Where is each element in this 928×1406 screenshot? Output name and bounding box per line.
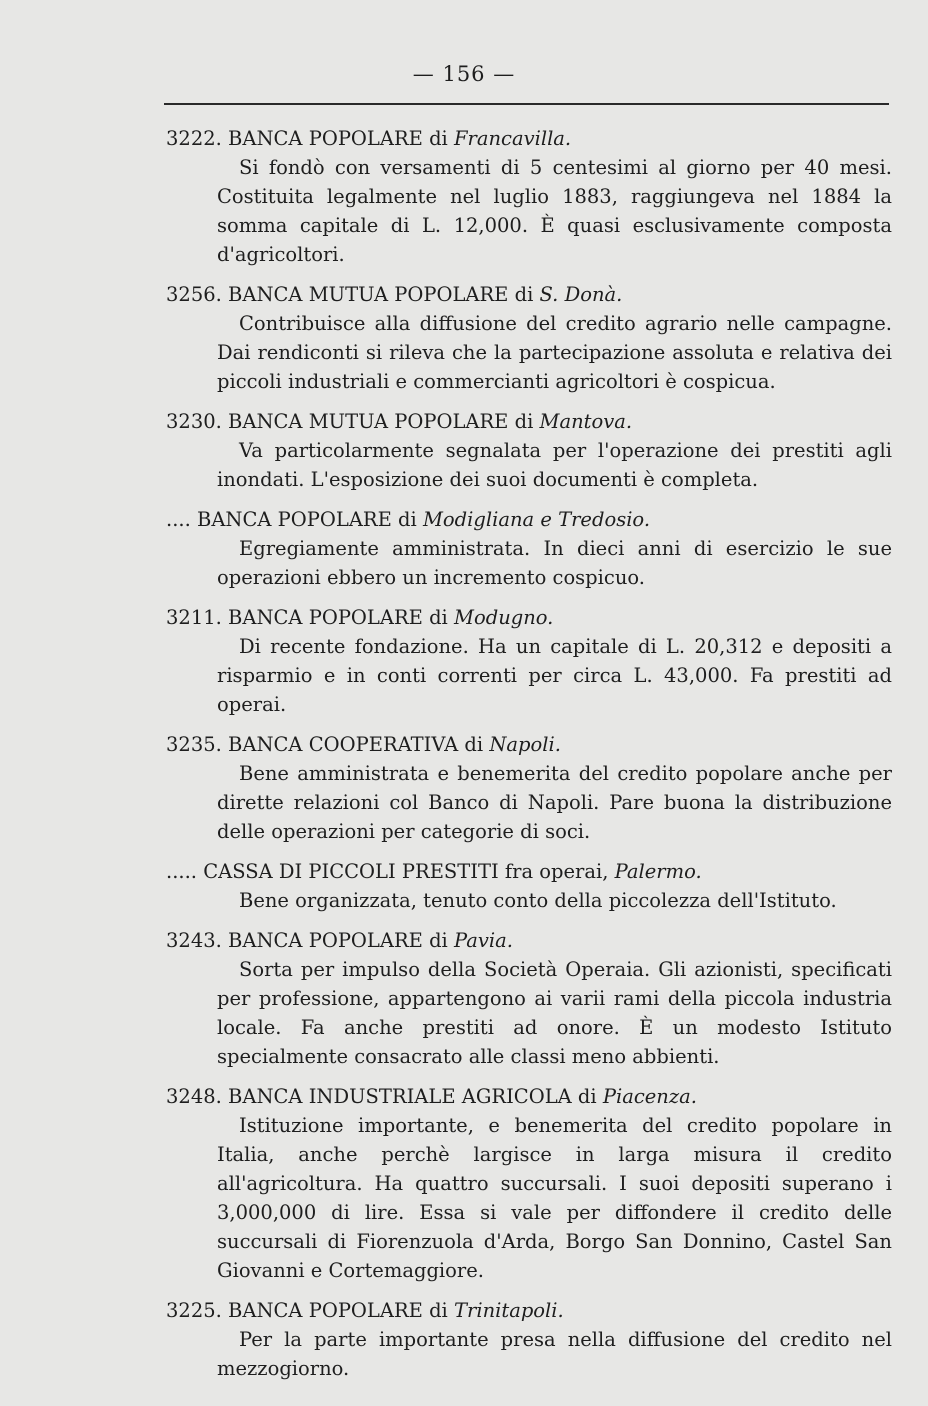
entry — [166, 730, 892, 846]
entry-place: Modigliana e Tredosio. — [422, 508, 651, 531]
page-number: — 156 — — [412, 62, 516, 86]
entry-place: Pavia. — [454, 929, 513, 952]
entry-heading — [166, 280, 892, 309]
entry — [166, 603, 892, 719]
entry-heading — [166, 1082, 892, 1111]
entry — [166, 505, 892, 592]
entry-name: BANCA POPOLARE di — [197, 508, 417, 531]
entry-heading — [166, 505, 892, 534]
entry-number: 3248. — [166, 1085, 222, 1108]
entry — [166, 124, 892, 269]
entry-name: BANCA POPOLARE di — [228, 127, 448, 150]
entry-name: BANCA MUTUA POPOLARE di — [228, 410, 534, 433]
entry-heading — [166, 124, 892, 153]
entry-name: CASSA DI PICCOLI PRESTITI fra operai, — [203, 860, 609, 883]
entry-text: Sorta per impulso della Società Operaia. Gli azionisti, specificati per professione, appartengono ai varii rami della piccola industria locale. Fa anche prestiti ad onore. È un modesto Istituto specialmente consacrato alle classi meno abbienti. — [217, 958, 892, 1068]
entry-place: Palermo. — [614, 860, 702, 883]
entry — [166, 926, 892, 1071]
entry-heading — [166, 857, 892, 886]
entry-number: 3222. — [166, 127, 222, 150]
entry-heading — [166, 926, 892, 955]
entry — [166, 857, 892, 915]
entry-place: Mantova. — [539, 410, 633, 433]
entry-text: Egregiamente amministrata. In dieci anni di esercizio le sue operazioni ebbero un incremento cospicuo. — [217, 537, 892, 589]
entry-place: Napoli. — [489, 733, 561, 756]
entry-text: Contribuisce alla diffusione del credito agrario nelle campagne. Dai rendiconti si rileva che la partecipazione assoluta e relativa dei piccoli industriali e commercianti agricoltori è cospicua. — [217, 312, 892, 393]
entry-heading — [166, 407, 892, 436]
entry — [166, 1082, 892, 1285]
entry-name: BANCA MUTUA POPOLARE di — [228, 283, 534, 306]
entry-number: ..... — [166, 860, 197, 883]
entry-list — [166, 124, 892, 1394]
entry-place: Piacenza. — [602, 1085, 697, 1108]
entry — [166, 1296, 892, 1383]
entry-text: Bene amministrata e benemerita del credito popolare anche per dirette relazioni col Banco di Napoli. Pare buona la distribuzione delle operazioni per categorie di soci. — [217, 762, 892, 843]
entry-text: Bene organizzata, tenuto conto della piccolezza dell'Istituto. — [239, 889, 837, 912]
entry — [166, 407, 892, 494]
entry-number: 3225. — [166, 1299, 222, 1322]
entry-heading — [166, 730, 892, 759]
entry-heading — [166, 603, 892, 632]
entry-place: Modugno. — [454, 606, 554, 629]
entry-name: BANCA POPOLARE di — [228, 606, 448, 629]
entry-text: Di recente fondazione. Ha un capitale di L. 20,312 e depositi a risparmio e in conti correnti per circa L. 43,000. Fa prestiti ad operai. — [217, 635, 892, 716]
entry-heading — [166, 1296, 892, 1325]
entry-name: BANCA INDUSTRIALE AGRICOLA di — [228, 1085, 597, 1108]
entry-number: 3211. — [166, 606, 222, 629]
entry-number: 3235. — [166, 733, 222, 756]
entry-number: 3243. — [166, 929, 222, 952]
entry — [166, 280, 892, 396]
entry-place: Trinitapoli. — [454, 1299, 564, 1322]
entry-number: 3230. — [166, 410, 222, 433]
entry-number: 3256. — [166, 283, 222, 306]
entry-text: Istituzione importante, e benemerita del credito popolare in Italia, anche perchè largisce in larga misura il credito all'agricoltura. Ha quattro succursali. I suoi depositi superano i 3,000,000 di lire. Essa si vale per diffondere il credito delle succursali di Fiorenzuola d'Arda, Borgo San Donnino, Castel San Giovanni e Cortemaggiore. — [217, 1114, 892, 1282]
entry-place: Francavilla. — [454, 127, 572, 150]
entry-name: BANCA POPOLARE di — [228, 1299, 448, 1322]
entry-text: Si fondò con versamenti di 5 centesimi al giorno per 40 mesi. Costituita legalmente nel luglio 1883, raggiungeva nel 1884 la somma capitale di L. 12,000. È quasi esclusivamente composta d'agricoltori. — [217, 156, 892, 266]
entry-number: .... — [166, 508, 191, 531]
header-rule — [164, 103, 889, 105]
entry-text: Per la parte importante presa nella diffusione del credito nel mezzogiorno. — [217, 1328, 892, 1380]
entry-name: BANCA COOPERATIVA di — [228, 733, 484, 756]
entry-place: S. Donà. — [539, 283, 623, 306]
entry-name: BANCA POPOLARE di — [228, 929, 448, 952]
entry-text: Va particolarmente segnalata per l'operazione dei prestiti agli inondati. L'esposizione dei suoi documenti è completa. — [217, 439, 892, 491]
